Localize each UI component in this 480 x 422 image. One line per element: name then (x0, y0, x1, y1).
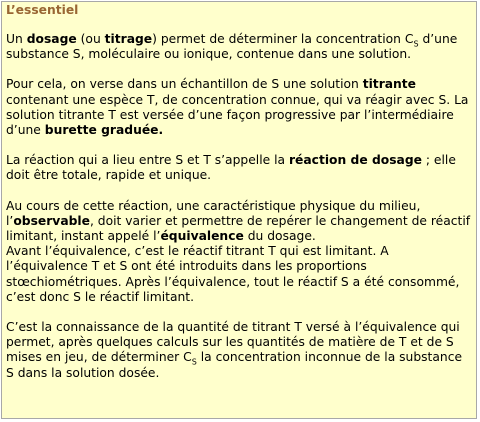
text-run: C’est la connaissance de la quantité de titrant T versé à l’équivalence qui permet, après quelques calculs sur les quantités de matière de T et de S mises en jeu, de déterminer C (6, 320, 460, 365)
subscript-s: S (413, 39, 419, 49)
term-reaction-de-dosage: réaction de dosage (288, 153, 422, 168)
text-run: Un (6, 32, 27, 46)
text-run: La réaction qui a lieu entre S et T s’appelle la (6, 153, 289, 168)
section-title: L’essentiel (6, 3, 79, 17)
term-burette-graduee: burette graduée. (44, 123, 164, 138)
essentiel-panel (1, 1, 477, 419)
text-run: (ou (76, 32, 105, 46)
text-run: d’une substance S, moléculaire ou ionique, contenue dans une solution. (6, 32, 458, 62)
paragraph-solution-titrante (6, 77, 473, 138)
paragraph-conclusion (6, 320, 473, 381)
term-titrante: titrante (362, 77, 417, 92)
paragraph-reaction-dosage (6, 153, 473, 183)
paragraph-dosage-definition (6, 32, 473, 62)
text-run: Au cours de cette réaction, une caractéristique physique du milieu, l’ (6, 198, 421, 228)
text-run: ; elle doit être totale, rapide et unique. (6, 153, 456, 183)
text-run: Pour cela, on verse dans un échantillon de S une solution (6, 77, 363, 92)
text-run: ) permet de déterminer la concentration C (152, 32, 414, 46)
term-dosage: dosage (26, 32, 77, 46)
text-run: , doit varier et permettre de repérer le changement de réactif limitant, instant appelé l’ (6, 213, 471, 244)
paragraph-reactif-limitant: Avant l’équivalence, c’est le réactif titrant T qui est limitant. A l’équivalence T et S ont été introduits dans les proportions stœchiométriques. Après l’équivalence, tout le réactif S a été consommé, c’est donc S le réactif limitant. (6, 244, 460, 304)
text-run: contenant une espèce T, de concentration connue, qui va réagir avec S. La solution titrante T est versée d’une façon progressive par l’intermédiaire d’une (6, 92, 469, 138)
term-titrage: titrage (104, 32, 153, 46)
paragraph-observable (6, 199, 473, 245)
term-equivalence: équivalence (160, 229, 244, 244)
text-run: la concentration inconnue de la substance S dans la solution dosée. (6, 350, 463, 380)
text-run: du dosage. (243, 229, 316, 244)
subscript-s: S (191, 357, 197, 367)
term-observable: observable (13, 213, 90, 228)
